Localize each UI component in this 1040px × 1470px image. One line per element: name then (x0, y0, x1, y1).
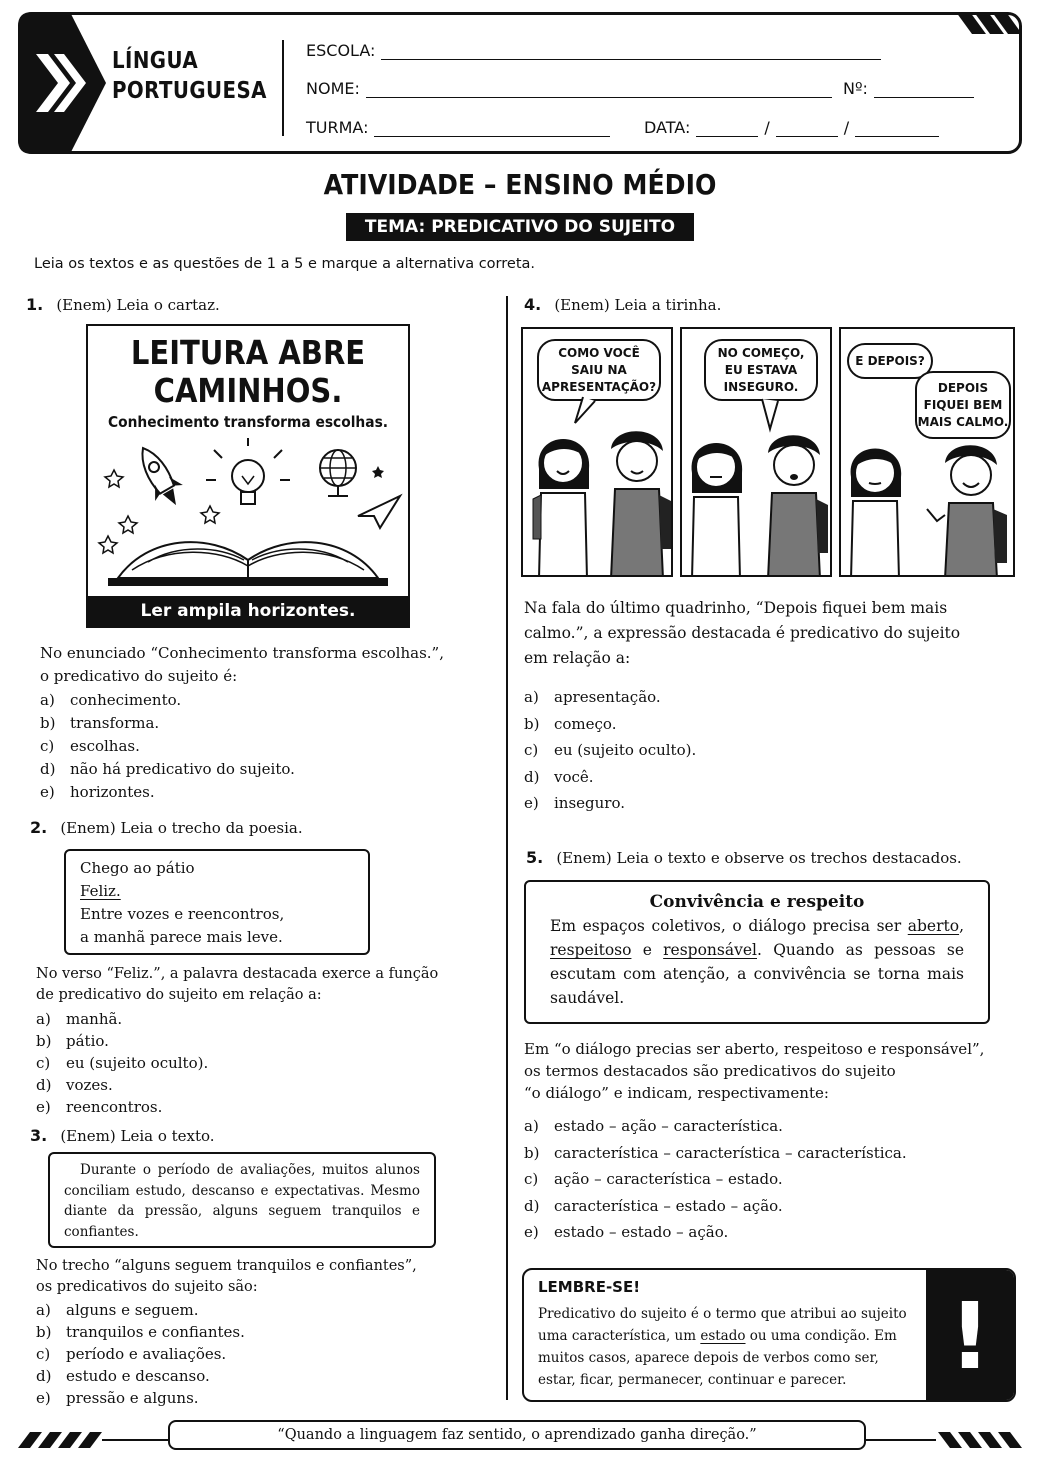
option-text: escolhas. (70, 737, 140, 755)
option-text: estado – estado – ação. (554, 1223, 729, 1241)
option-text: transforma. (70, 714, 160, 732)
question-number: 3. (30, 1126, 48, 1145)
option-text: manhã. (66, 1010, 123, 1028)
option-letter: e) (36, 1098, 51, 1116)
option-b[interactable] (40, 712, 295, 735)
stem-line: de predicativo do sujeito em relação a: (36, 987, 322, 1003)
stem-line: o predicativo do sujeito é: (40, 667, 238, 685)
highlighted-term: respeitoso (550, 941, 632, 959)
option-letter: a) (36, 1010, 51, 1028)
question-2-options (36, 1008, 208, 1118)
text-segment: Predicativo do sujeito é o termo que atribui ao sujeito uma característica, um (538, 1306, 907, 1344)
text-box-body (550, 914, 964, 1010)
option-d[interactable] (524, 1193, 907, 1220)
class-line[interactable] (374, 123, 610, 137)
option-d[interactable] (36, 1074, 208, 1096)
option-text: reencontros. (66, 1098, 163, 1116)
option-letter: d) (40, 760, 56, 778)
poem-line-highlighted: Feliz. (80, 882, 121, 900)
option-e[interactable] (36, 1096, 208, 1118)
comic-panel-1 (521, 327, 673, 577)
remember-box (522, 1268, 1016, 1402)
option-text: pressão e alguns. (66, 1389, 199, 1407)
question-4-stem: Na fala do último quadrinho, “Depois fiquei bem mais calmo.”, a expressão destacada é predicativo do sujeito em relação a: (524, 599, 961, 667)
option-b[interactable] (36, 1321, 245, 1343)
option-c[interactable] (40, 735, 295, 758)
poster-footer: Ler ampila horizontes. (88, 596, 408, 626)
number-label: Nº: (843, 79, 868, 98)
option-letter: c) (524, 1170, 539, 1188)
option-b[interactable] (524, 711, 696, 738)
option-text: período e avaliações. (66, 1345, 227, 1363)
date-field[interactable] (644, 118, 939, 137)
option-letter: c) (36, 1345, 51, 1363)
date-year-line[interactable] (855, 123, 939, 137)
text-segment: e (631, 941, 664, 959)
option-letter: b) (36, 1032, 52, 1050)
text-segment: . Quando as pessoas se escutam com atenção, a convivência se torna mais saudável. (550, 941, 964, 1007)
option-letter: d) (524, 767, 540, 786)
poster-subtitle: Conhecimento transforma escolhas. (107, 413, 389, 431)
question-2-heading (30, 818, 303, 837)
exclamation-icon: ! (949, 1283, 991, 1390)
option-letter: d) (524, 1196, 540, 1215)
book-illustration-icon (88, 436, 408, 596)
chevron-logo-icon (18, 12, 108, 154)
option-c[interactable] (524, 1166, 907, 1193)
option-e[interactable] (40, 781, 295, 804)
name-line[interactable] (366, 84, 832, 98)
page-title: ATIVIDADE – ENSINO MÉDIO (323, 168, 717, 201)
option-letter: c) (524, 741, 539, 759)
question-3-stem (36, 1256, 417, 1298)
rocket-icon (129, 440, 190, 513)
students-illustration-icon (841, 429, 1015, 577)
header-divider (282, 40, 284, 136)
option-e[interactable] (524, 790, 696, 817)
option-text: você. (554, 767, 594, 786)
stem-line: os termos destacados são predicativos do sujeito (524, 1062, 896, 1080)
option-text: ação – característica – estado. (554, 1170, 783, 1188)
question-3-options (36, 1299, 245, 1409)
speech-bubble: COMO VOCÊ SAIU NA APRESENTAÇÃO? (537, 339, 661, 401)
poster-headline (107, 334, 389, 410)
highlighted-term: estado (700, 1328, 746, 1344)
option-e[interactable] (36, 1387, 245, 1409)
option-text: apresentação. (554, 688, 661, 706)
option-b[interactable] (36, 1030, 208, 1052)
class-label: TURMA: (306, 118, 369, 137)
poster-headline-line2: CAMINHOS. (153, 371, 343, 410)
open-book-icon (108, 542, 388, 586)
option-letter: a) (524, 1117, 539, 1135)
option-a[interactable] (36, 1299, 245, 1321)
option-text: eu (sujeito oculto). (66, 1054, 209, 1072)
theme-banner: TEMA: PREDICATIVO DO SUJEITO (346, 213, 694, 241)
option-letter: e) (524, 794, 539, 812)
question-1-options (40, 689, 295, 804)
poem-line: Chego ao pátio (80, 859, 195, 877)
number-line[interactable] (874, 84, 974, 98)
option-d[interactable] (36, 1365, 245, 1387)
stem-line: “o diálogo” e indicam, respectivamente: (524, 1084, 829, 1102)
option-letter: e) (40, 783, 55, 801)
option-text: vozes. (66, 1076, 113, 1094)
question-2-stem (36, 964, 438, 1006)
option-text: começo. (554, 714, 617, 733)
option-text: estudo e descanso. (66, 1367, 210, 1385)
subject-title-line1: LÍNGUA (112, 48, 199, 74)
option-letter: b) (40, 714, 56, 732)
option-letter: b) (524, 1143, 540, 1162)
option-letter: d) (36, 1076, 52, 1094)
option-text: conhecimento. (70, 691, 182, 709)
option-letter: a) (524, 688, 539, 706)
question-number: 5. (526, 848, 544, 867)
option-a[interactable] (524, 1113, 907, 1140)
text-box-title: Convivência e respeito (649, 892, 865, 912)
option-text: inseguro. (554, 794, 626, 812)
option-text: não há predicativo do sujeito. (70, 760, 295, 778)
number-field[interactable] (843, 79, 974, 98)
option-text: tranquilos e confiantes. (66, 1323, 245, 1341)
footer-quote: “Quando a linguagem faz sentido, o aprendizado ganha direção.” (168, 1420, 866, 1450)
stem-line: Em “o diálogo precias ser aberto, respeitoso e responsável”, (524, 1040, 985, 1058)
footer-stripes-right-icon (866, 1428, 1022, 1450)
school-field[interactable] (306, 41, 881, 60)
option-c[interactable] (36, 1343, 245, 1365)
option-text: característica – estado – ação. (554, 1196, 783, 1215)
option-letter: d) (36, 1367, 52, 1385)
remember-text (538, 1303, 918, 1391)
poem-line: Entre vozes e reencontros, (80, 905, 285, 923)
question-source: (Enem) Leia o cartaz. (56, 296, 220, 314)
option-letter: e) (36, 1389, 51, 1407)
option-d[interactable] (40, 758, 295, 781)
option-letter: a) (40, 691, 55, 709)
option-a[interactable] (524, 684, 696, 711)
option-letter: c) (40, 737, 55, 755)
stem-line: os predicativos do sujeito são: (36, 1279, 258, 1295)
question-source: (Enem) Leia a tirinha. (554, 296, 722, 314)
paper-plane-icon (358, 496, 400, 528)
stripes-decoration-icon (952, 12, 1022, 36)
poem-line: a manhã parece mais leve. (80, 928, 283, 946)
option-letter: b) (36, 1323, 52, 1341)
school-line[interactable] (381, 46, 881, 60)
question-4-heading (524, 295, 721, 314)
poster-headline-line1: LEITURA ABRE (130, 333, 366, 372)
question-source: (Enem) Leia o trecho da poesia. (60, 819, 303, 837)
option-b[interactable] (524, 1140, 907, 1167)
speech-bubble: DEPOIS FIQUEI BEM MAIS CALMO. (915, 371, 1011, 439)
date-separator: / (843, 118, 850, 137)
option-a[interactable] (36, 1008, 208, 1030)
stem-line: No trecho “alguns seguem tranquilos e confiantes”, (36, 1258, 417, 1274)
comic-panel-3 (839, 327, 1015, 577)
speech-bubble: NO COMEÇO, EU ESTAVA INSEGURO. (704, 339, 818, 401)
students-illustration-icon (523, 389, 673, 577)
question-3-heading (30, 1126, 215, 1145)
question-5-heading (526, 848, 962, 867)
option-text: pátio. (66, 1032, 109, 1050)
option-letter: e) (524, 1223, 539, 1241)
highlighted-term: responsável (663, 941, 757, 959)
column-divider (506, 296, 508, 1400)
option-d[interactable] (524, 764, 696, 791)
option-e[interactable] (524, 1219, 907, 1246)
text-segment: , (959, 917, 964, 935)
exclamation-panel (926, 1270, 1014, 1400)
comic-panel-2 (680, 327, 832, 577)
globe-icon (320, 450, 356, 496)
option-text: alguns e seguem. (66, 1301, 199, 1319)
question-5-stem (524, 1038, 984, 1104)
highlighted-term: aberto (907, 917, 960, 935)
date-month-line[interactable] (776, 123, 838, 137)
name-field[interactable] (306, 79, 832, 98)
option-c[interactable] (524, 737, 696, 764)
date-separator: / (764, 118, 770, 137)
school-label: ESCOLA: (306, 41, 376, 60)
remember-title: LEMBRE-SE! (538, 1278, 641, 1296)
subject-title-line2: PORTUGUESA (112, 78, 267, 104)
option-letter: c) (36, 1054, 51, 1072)
option-text: característica – característica – característica. (554, 1143, 907, 1162)
question-5-options (524, 1113, 907, 1246)
date-label: DATA: (644, 118, 691, 137)
text-segment: Em espaços coletivos, o diálogo precisa ser (550, 917, 908, 935)
stem-line: No enunciado “Conhecimento transforma escolhas.”, (40, 644, 444, 662)
option-letter: a) (36, 1301, 51, 1319)
question-1-heading (26, 295, 220, 314)
class-field[interactable] (306, 118, 610, 137)
question-number: 1. (26, 295, 44, 314)
question-source: (Enem) Leia o texto. (60, 1127, 215, 1145)
option-text: estado – ação – característica. (554, 1117, 783, 1135)
text-box (524, 880, 990, 1024)
lightbulb-icon (206, 438, 290, 504)
question-source: (Enem) Leia o texto e observe os trechos destacados. (556, 849, 962, 867)
poster (86, 324, 410, 628)
question-1-stem (40, 642, 444, 688)
date-day-line[interactable] (696, 123, 758, 137)
option-text: horizontes. (70, 783, 155, 801)
text-box: Durante o período de avaliações, muitos alunos conciliam estudo, descanso e expectativas. Mesmo diante da pressão, alguns seguem tranquilos e confiantes. (48, 1152, 436, 1248)
instructions: Leia os textos e as questões de 1 a 5 e marque a alternativa correta. (34, 256, 535, 272)
question-number: 2. (30, 818, 48, 837)
footer-stripes-left-icon (18, 1428, 168, 1450)
option-c[interactable] (36, 1052, 208, 1074)
option-text: eu (sujeito oculto). (554, 741, 697, 759)
question-number: 4. (524, 295, 542, 314)
students-illustration-icon (682, 389, 832, 577)
stem-line: No verso “Feliz.”, a palavra destacada exerce a função (36, 966, 439, 982)
name-label: NOME: (306, 79, 360, 98)
poem-box (64, 849, 370, 955)
speech-bubble: E DEPOIS? (847, 343, 933, 379)
option-letter: b) (524, 714, 540, 733)
question-4-options (524, 684, 696, 817)
text-segment: ou uma condição. Em muitos casos, aparece depois de verbos como ser, estar, ficar, permanecer, continuar e parecer. (538, 1328, 897, 1388)
option-a[interactable] (40, 689, 295, 712)
